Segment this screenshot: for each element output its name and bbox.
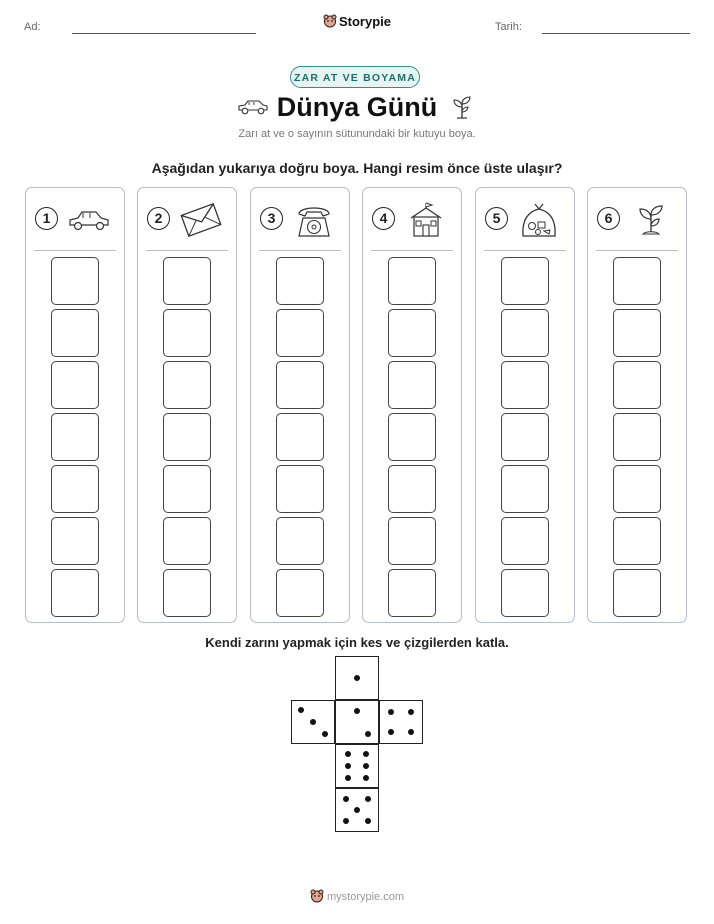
color-box[interactable] [501,413,549,461]
die-face-3 [291,700,335,744]
color-box[interactable] [51,309,99,357]
die-pip [408,709,414,715]
color-box[interactable] [613,517,661,565]
color-box[interactable] [276,517,324,565]
color-box[interactable] [388,517,436,565]
die-pip [345,775,351,781]
color-box[interactable] [163,257,211,305]
die-face-5 [335,788,379,832]
die-pip [322,731,328,737]
brand-name: Storypie [338,14,391,29]
die-pip [310,719,316,725]
color-box[interactable] [276,257,324,305]
color-box[interactable] [51,361,99,409]
instruction-top: Aşağıdan yukarıya doğru boya. Hangi resim önce üste ulaşır? [151,160,563,176]
name-line[interactable] [72,33,256,34]
column-number: 6 [597,207,620,230]
color-box[interactable] [163,517,211,565]
color-box[interactable] [51,569,99,617]
die-face-2 [335,700,379,744]
die-pip [363,751,369,757]
die-pip [363,775,369,781]
storypie-logo-icon [310,889,324,903]
die-pip [365,818,371,824]
color-box[interactable] [388,413,436,461]
color-box[interactable] [163,413,211,461]
color-box[interactable] [613,465,661,513]
column-2 [137,187,237,623]
color-box[interactable] [501,465,549,513]
date-label: Tarih: [495,21,522,33]
footer [0,889,714,903]
footer-url: mystorypie.com [326,891,405,903]
column-number: 3 [260,207,283,230]
die-pip [354,807,360,813]
color-box[interactable] [388,257,436,305]
column-4 [362,187,462,623]
die-pip [388,729,394,735]
die-face-6 [335,744,379,788]
column-divider [596,250,678,251]
sprout-icon [450,93,474,121]
die-pip [408,729,414,735]
die-pip [354,708,360,714]
column-divider [34,250,116,251]
column-number: 2 [147,207,170,230]
column-number: 4 [372,207,395,230]
color-box[interactable] [388,465,436,513]
color-box[interactable] [276,309,324,357]
color-box[interactable] [501,309,549,357]
brand [0,14,714,29]
color-box[interactable] [613,361,661,409]
color-box[interactable] [163,361,211,409]
die-pip [365,731,371,737]
telephone-icon [291,200,337,240]
trash-bag-icon [516,200,562,240]
car-icon [66,200,112,240]
color-box[interactable] [501,569,549,617]
color-box[interactable] [613,569,661,617]
color-box[interactable] [501,517,549,565]
activity-badge: ZAR AT VE BOYAMA [290,66,420,88]
color-box[interactable] [613,309,661,357]
color-box[interactable] [276,569,324,617]
column-5 [475,187,575,623]
color-box[interactable] [51,465,99,513]
color-box[interactable] [613,413,661,461]
color-box[interactable] [51,413,99,461]
column-divider [146,250,228,251]
color-box[interactable] [501,257,549,305]
column-1 [25,187,125,623]
page-title: Dünya Günü [276,92,438,122]
die-pip [298,707,304,713]
column-3 [250,187,350,623]
color-box[interactable] [276,361,324,409]
die-pip [388,709,394,715]
subtitle: Zarı at ve o sayının sütunundaki bir kutuyu boya. [238,128,476,140]
die-pip [345,751,351,757]
column-6 [587,187,687,623]
color-box[interactable] [163,465,211,513]
die-pip [343,818,349,824]
die-face-1 [335,656,379,700]
color-box[interactable] [51,257,99,305]
storypie-logo-icon [323,14,337,28]
color-box[interactable] [276,465,324,513]
color-box[interactable] [388,361,436,409]
column-divider [484,250,566,251]
color-box[interactable] [163,309,211,357]
date-line[interactable] [542,33,690,34]
column-number: 1 [35,207,58,230]
color-box[interactable] [388,309,436,357]
school-icon [403,200,449,240]
sprout-icon [628,200,674,240]
column-divider [259,250,341,251]
color-box[interactable] [501,361,549,409]
color-box[interactable] [51,517,99,565]
die-pip [363,763,369,769]
die-pip [365,796,371,802]
column-divider [371,250,453,251]
column-number: 5 [485,207,508,230]
instruction-dice: Kendi zarını yapmak için kes ve çizgilerden katla. [205,635,509,650]
die-face-4 [379,700,423,744]
color-box[interactable] [163,569,211,617]
envelope-icon [178,200,224,240]
color-box[interactable] [276,413,324,461]
die-pip [354,675,360,681]
color-box[interactable] [613,257,661,305]
die-pip [343,796,349,802]
name-label: Ad: [24,21,41,33]
color-box[interactable] [388,569,436,617]
die-pip [345,763,351,769]
